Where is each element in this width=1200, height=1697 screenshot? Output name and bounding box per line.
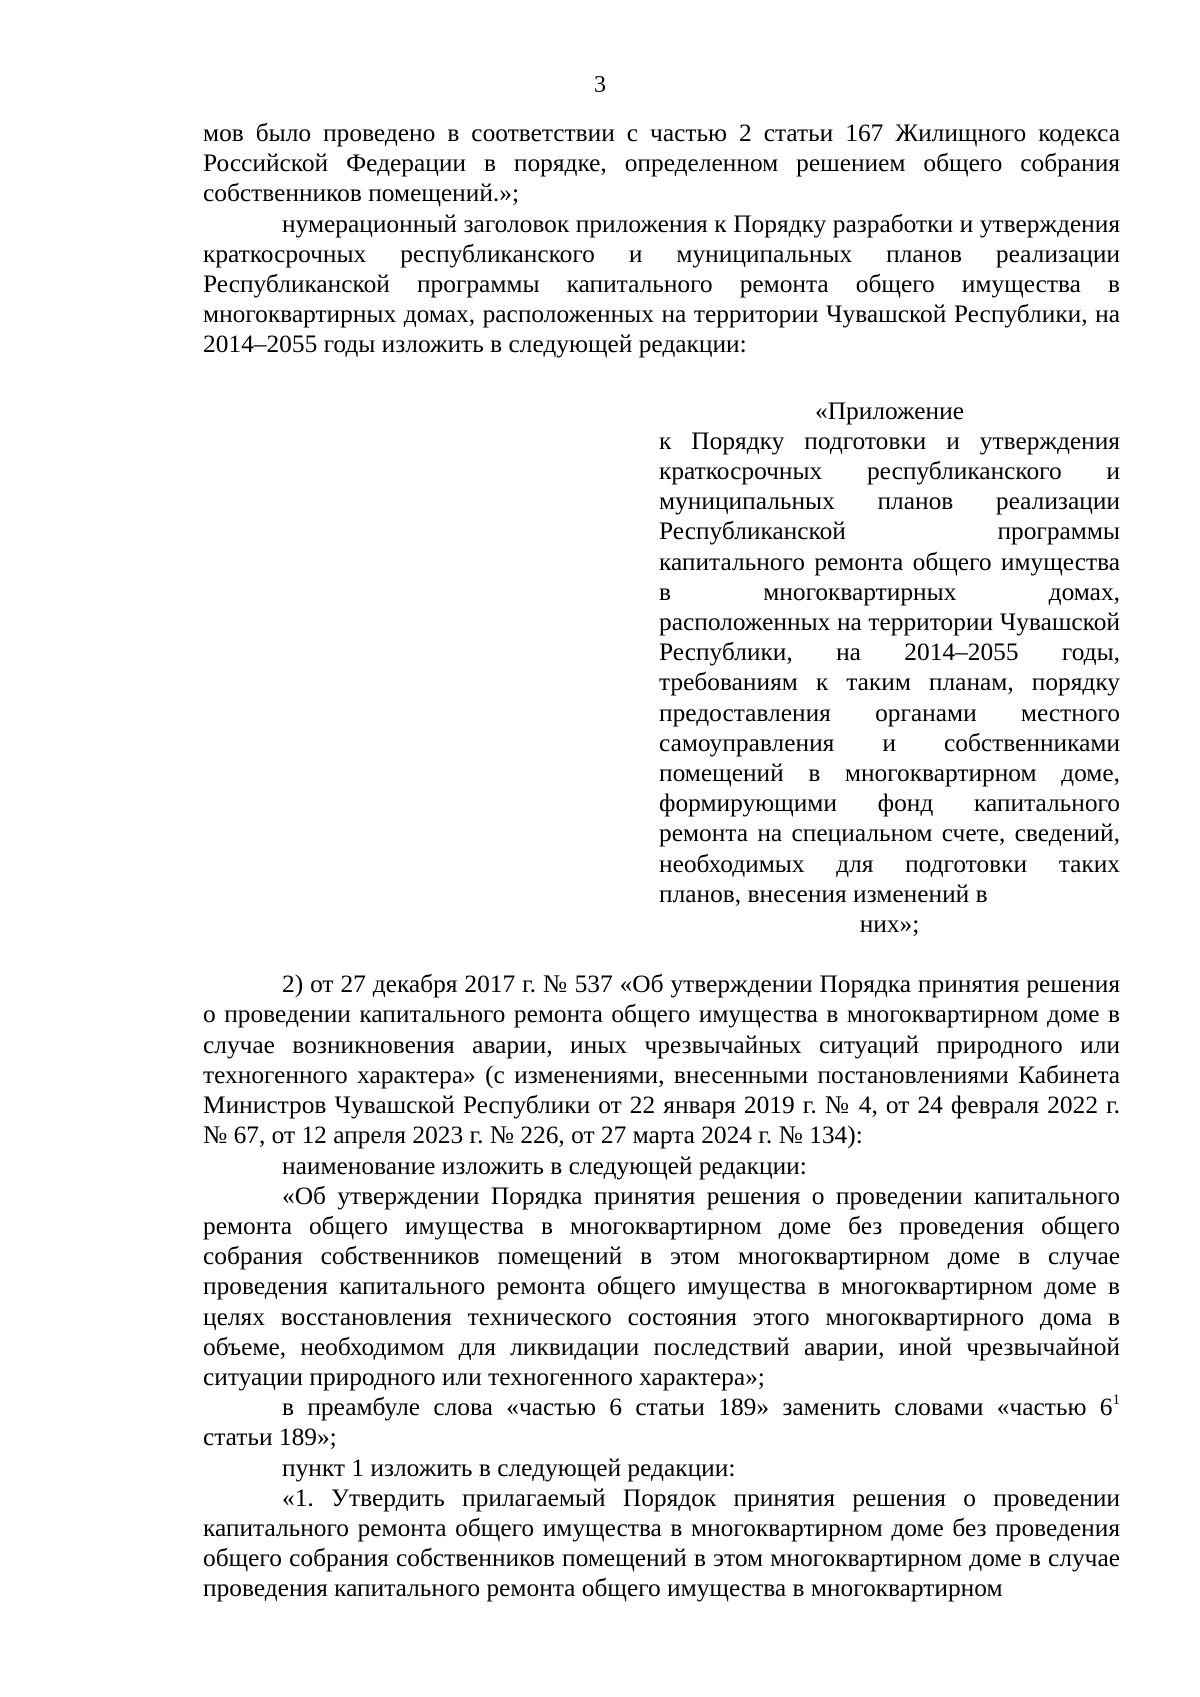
paragraph-continuation: мов было проведено в соответствии с частью 2 статьи 167 Жилищного кодекса Российской Федерации в порядке, определенном решением общего собрания собственников помещений.»; xyxy=(203,119,1120,208)
document-body xyxy=(203,118,1120,1604)
paragraph-preamble-change xyxy=(203,1392,1120,1452)
appendix-body: к Порядку подготовки и утверждения краткосрочных республиканского и муниципальных планов реализации Республиканской программы капитального ремонта общего имущества в многоквартирных домах, расположенных на территории Чувашской Республики, на 2014–2055 годы, требованиям к таким планам, порядку предоставления органами местного самоуправления и собственниками помещений в многоквартирном доме, формирующими фонд капитального ремонта на специальном счете, сведений, необходимых для подготовки таких планов, внесения изменений в xyxy=(659,426,1120,908)
paragraph-new-name: «Об утверждении Порядка принятия решения о проведении капитального ремонта общего имущества в многоквартирном доме без проведения общего собрания собственников помещений в этом многоквартирном доме в случае проведения капитального ремонта общего имущества в многоквартирном доме в целях восстановления технического состояния этого многоквартирного дома в объеме, необходимом для ликвидации последствий аварии, иной чрезвычайной ситуации природного или техногенного характера»; xyxy=(203,1181,1120,1391)
appendix-end: них»; xyxy=(859,910,920,939)
paragraph-point1-intro: пункт 1 изложить в следующей редакции: xyxy=(282,1453,736,1482)
appendix-title: «Приложение xyxy=(815,396,964,425)
paragraph-point1-text: «1. Утвердить прилагаемый Порядок принятия решения о проведении капитального ремонта общего имущества в многоквартирном доме без проведения общего собрания собственников помещений в этом многоквартирном доме в случае проведения капитального ремонта общего имущества в многоквартирном xyxy=(203,1483,1120,1603)
preamble-text-start: в преамбуле слова «частью 6 статьи 189» заменить словами «частью 6 xyxy=(282,1393,1113,1422)
paragraph-resolution-537: 2) от 27 декабря 2017 г. № 537 «Об утверждении Порядка принятия решения о проведении капитального ремонта общего имущества в многоквартирном доме в случае возникновения аварии, иных чрезвычайных ситуаций природного или техногенного характера» (с изменениями, внесенными постановлениями Кабинета Министров Чувашской Республики от 22 января 2019 г. № 4, от 24 февраля 2022 г. № 67, от 12 апреля 2023 г. № 226, от 27 марта 2024 г. № 134): xyxy=(203,970,1120,1150)
preamble-text-end: статьи 189»; xyxy=(203,1423,337,1452)
appendix-block xyxy=(659,396,1120,940)
paragraph-name-change: наименование изложить в следующей редакции: xyxy=(282,1151,807,1180)
superscript-one: 1 xyxy=(1112,1392,1120,1409)
paragraph-appendix-heading-change: нумерационный заголовок приложения к Порядку разработки и утверждения краткосрочных республиканского и муниципальных планов реализации Республиканской программы капитального ремонта общего имущества в многоквартирных домах, расположенных на территории Чувашской Республики, на 2014–2055 годы изложить в следующей редакции: xyxy=(203,209,1120,359)
page-number: 3 xyxy=(594,72,606,98)
